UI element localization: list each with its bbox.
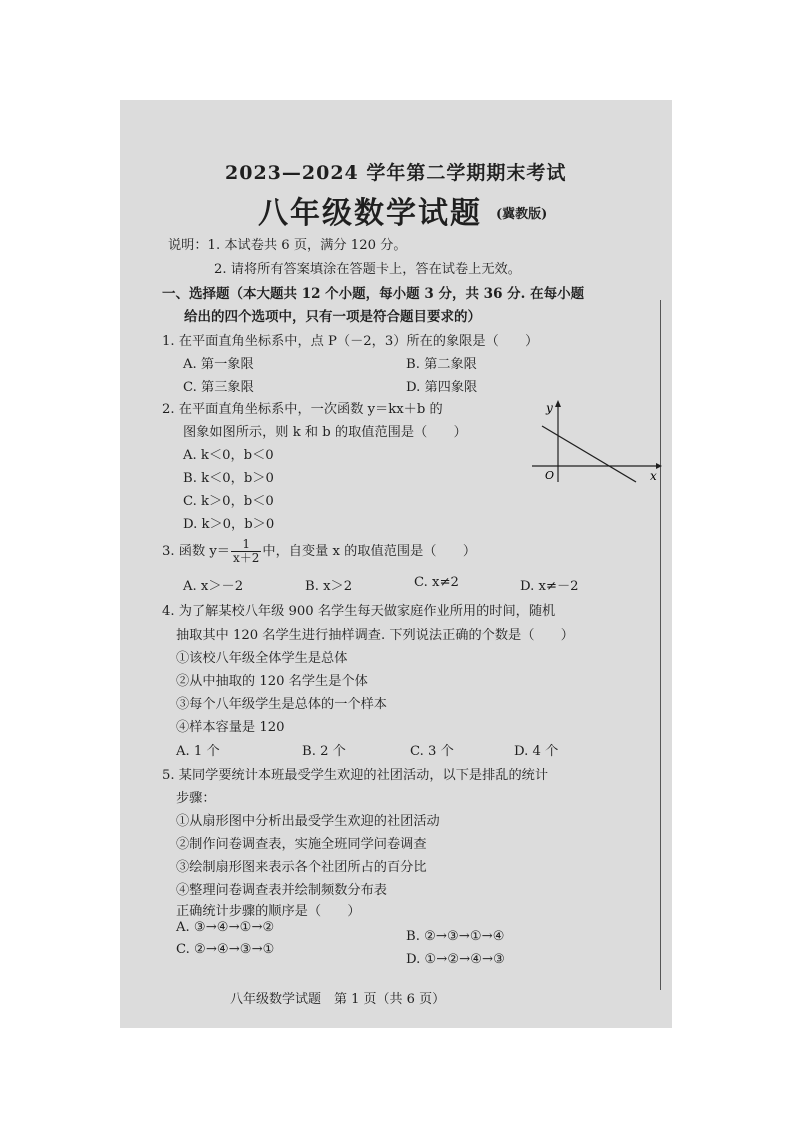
q4-item-3: ③每个八年级学生是总体的一个样本	[176, 697, 387, 712]
q5-option-a: A. ③→④→①→②	[176, 920, 275, 935]
q2-stem-line-2: 图象如图所示，则 k 和 b 的取值范围是（ ）	[183, 425, 467, 440]
q1-option-a: A. 第一象限	[183, 357, 254, 372]
q3-stem-pre: 3. 函数 y＝	[162, 544, 230, 559]
q2-function-graph	[528, 396, 664, 488]
q3-stem-post: 中，自变量 x 的取值范围是（ ）	[262, 544, 477, 559]
q4-stem-line-2: 抽取其中 120 名学生进行抽样调查. 下列说法正确的个数是（ ）	[176, 628, 574, 643]
q2-option-c: C. k＞0，b＜0	[183, 494, 274, 509]
q3-option-d: D. x≠－2	[520, 579, 579, 594]
q3-option-b: B. x＞2	[305, 579, 353, 594]
q3-option-a: A. x＞－2	[183, 579, 244, 594]
q5-option-c: C. ②→④→③→①	[176, 942, 275, 957]
q2-stem-line-1: 2. 在平面直角坐标系中，一次函数 y＝kx＋b 的	[162, 402, 443, 417]
q2-option-b: B. k＜0，b＞0	[183, 471, 274, 486]
q1-option-d: D. 第四象限	[406, 380, 478, 395]
q2-option-a: A. k＜0，b＜0	[183, 448, 274, 463]
q5-item-2: ②制作问卷调查表，实施全班同学问卷调查	[176, 837, 427, 852]
q1-stem: 1. 在平面直角坐标系中，点 P（－2，3）所在的象限是（ ）	[162, 334, 539, 349]
q3-fraction-denominator: x＋2	[232, 551, 260, 565]
q3-fraction	[231, 538, 261, 565]
q3-option-c: C. x≠2	[414, 575, 459, 590]
q4-option-c: C. 3 个	[410, 744, 454, 759]
section-heading-line-2: 给出的四个选项中，只有一项是符合题目要求的）	[184, 309, 481, 325]
q2-x-label: x	[650, 469, 657, 483]
q4-option-a: A. 1 个	[176, 744, 220, 759]
q4-item-4: ④样本容量是 120	[176, 720, 285, 735]
exam-main-title: 八年级数学试题	[258, 196, 482, 231]
q5-option-d: D. ①→②→④→③	[406, 952, 505, 967]
q4-option-b: B. 2 个	[302, 744, 346, 759]
q4-stem-line-1: 4. 为了解某校八年级 900 名学生每天做家庭作业所用的时间，随机	[162, 604, 556, 619]
exam-note-1: 说明：1. 本试卷共 6 页，满分 120 分。	[168, 238, 407, 253]
exam-title-line: 2023—2024 学年第二学期期末考试	[225, 162, 567, 184]
q1-option-c: C. 第三象限	[183, 380, 254, 395]
q2-option-d: D. k＞0，b＞0	[183, 517, 275, 532]
q5-item-4: ④整理问卷调查表并绘制频数分布表	[176, 883, 387, 898]
q5-stem-line-2: 步骤：	[176, 791, 216, 806]
q3-fraction-numerator: 1	[231, 538, 261, 552]
q2-origin-label: O	[545, 469, 555, 482]
q4-option-d: D. 4 个	[514, 744, 559, 759]
q4-item-2: ②从中抽取的 120 名学生是个体	[176, 674, 368, 689]
q2-x-axis-arrow	[656, 463, 662, 469]
exam-note-2: 2. 请将所有答案填涂在答题卡上，答在试卷上无效。	[214, 262, 521, 277]
q2-y-label: y	[546, 401, 553, 415]
q5-ask: 正确统计步骤的顺序是（ ）	[176, 904, 361, 919]
section-heading-line-1: 一、选择题（本大题共 12 个小题，每小题 3 分，共 36 分. 在每小题	[162, 286, 585, 302]
q4-item-1: ①该校八年级全体学生是总体	[176, 651, 348, 666]
exam-edition: (冀教版)	[496, 207, 548, 222]
q2-y-axis-arrow	[555, 400, 561, 407]
q5-item-3: ③绘制扇形图来表示各个社团所占的百分比	[176, 860, 427, 875]
q5-option-b: B. ②→③→①→④	[406, 929, 505, 944]
q2-function-line	[542, 426, 636, 482]
q5-stem-line-1: 5. 某同学要统计本班最受学生欢迎的社团活动，以下是排乱的统计	[162, 768, 549, 783]
page-footer: 八年级数学试题 第 1 页（共 6 页）	[230, 992, 446, 1007]
q3-stem	[162, 538, 476, 565]
q5-item-1: ①从扇形图中分析出最受学生欢迎的社团活动	[176, 814, 440, 829]
q1-option-b: B. 第二象限	[406, 357, 477, 372]
